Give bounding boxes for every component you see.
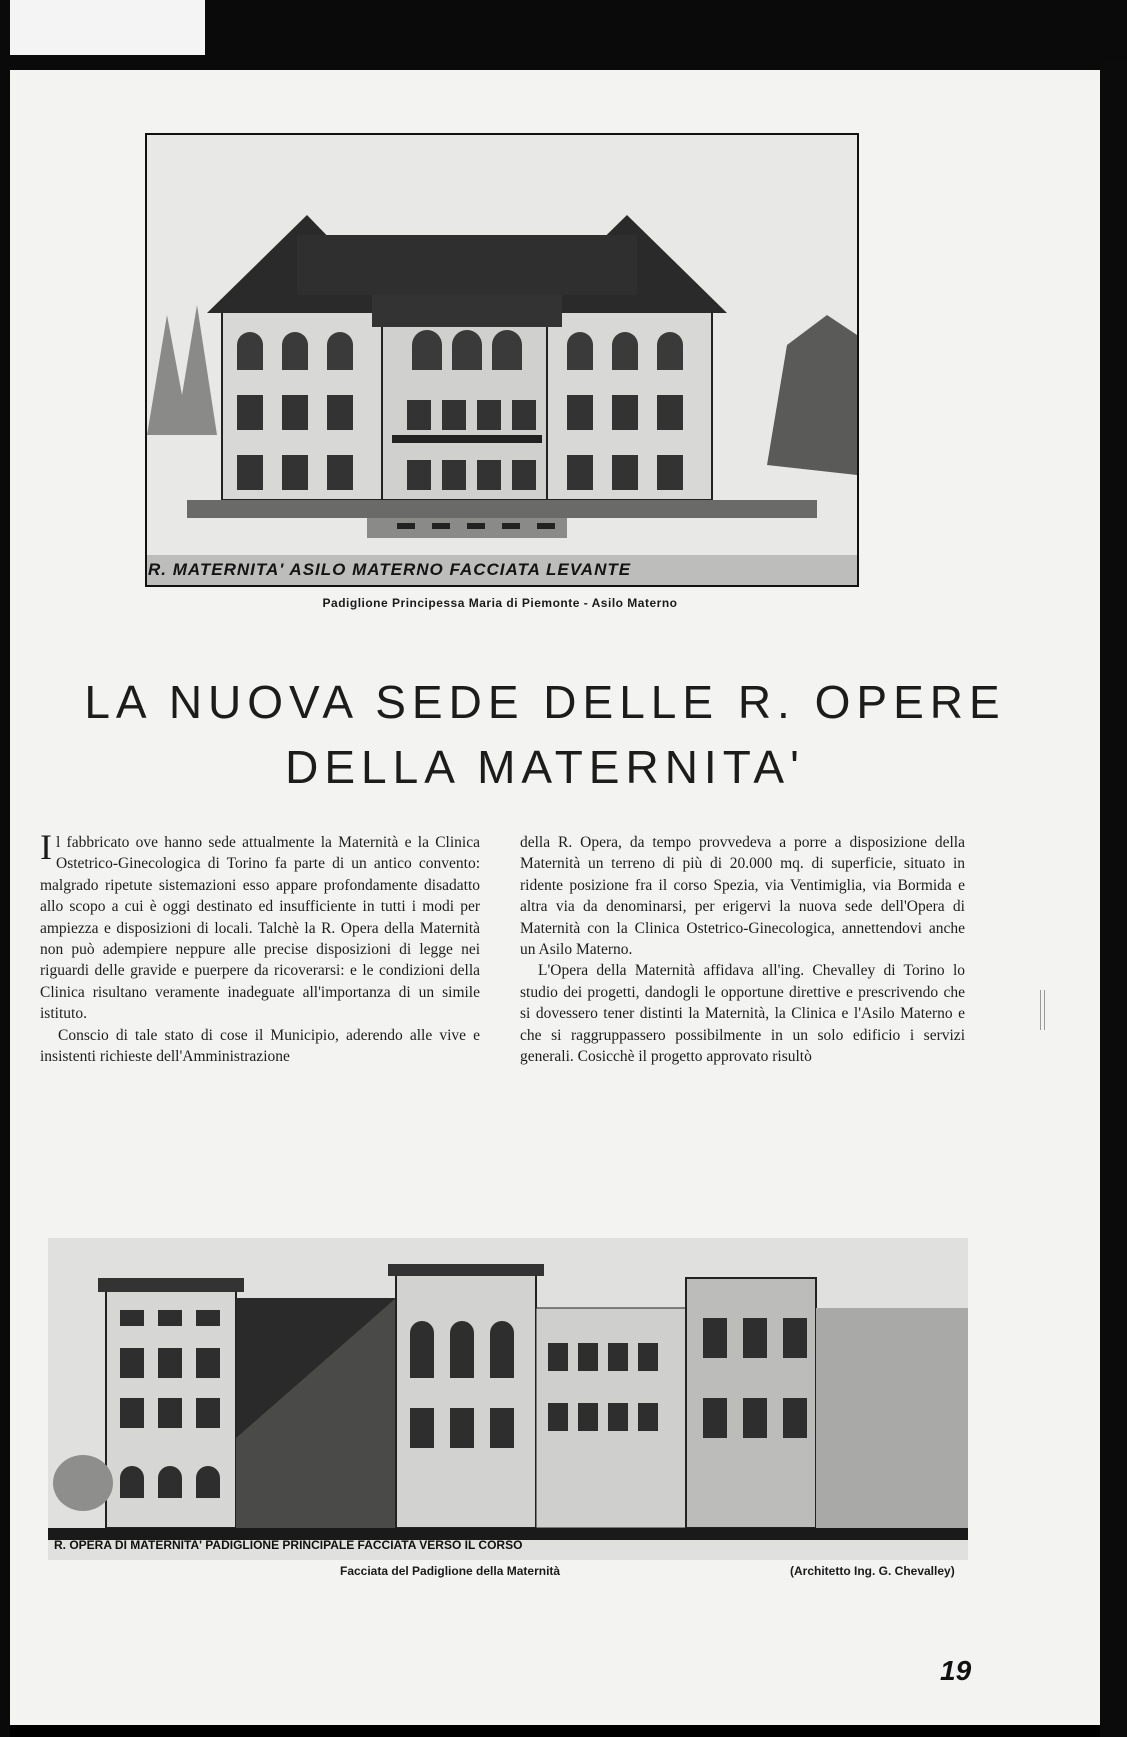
right-paragraph-1: della R. Opera, da tempo provvedeva a porre a disposizione della Maternità un terreno di più di 20.000 mq. di superficie, situato in ridente posizione fra il corso Spezia, via Ventimiglia, via Bormida e altra via da denominarsi, per erigervi la nuova sede dell'Opera di Maternità con la Clinica Ostetrico-Ginecologica, annettendovi anche un Asilo Materno.	[520, 834, 965, 959]
left-paragraph-2: Conscio di tale stato di cose il Municipio, aderendo alle vive e insistenti richieste dell'Amministrazione	[40, 1026, 480, 1066]
article-right-column	[520, 832, 965, 1067]
article-left-column	[40, 827, 480, 1067]
scan-left-border	[0, 0, 10, 1737]
scan-right-border	[1100, 60, 1127, 1737]
left-paragraph-1: Il fabbricato ove hanno sede attualmente la Maternità e la Clinica Ostetrico-Ginecologica di Torino fa parte di un antico convento: malgrado ripetute sistemazioni esso appare profondamente disadatto allo scopo a cui è oggi destinato ed insufficiente in tutti i modi per ampiezza e disposizioni di locali. Talchè la R. Opera della Maternità non può adempiere neppure alle precise disposizioni di legge nei riguardi delle gravide e puerpere da ricoverarsi: e le condizioni della Clinica risultano veramente inadeguate all'importanza di un simile istituto.	[40, 827, 480, 1023]
architect-credit: (Architetto Ing. G. Chevalley)	[790, 1564, 955, 1578]
margin-mark	[1040, 990, 1045, 1030]
page-number: 19	[940, 1655, 972, 1686]
right-paragraph-2: L'Opera della Maternità affidava all'ing. Chevalley di Torino lo studio dei progetti, dandogli le opportune direttive e prescrivendo che si dovessero tener distinti la Maternità, la Clinica e l'Asilo Materno e che si raggruppassero possibilmente in un solo edificio i servizi generali. Cosicchè il progetto approvato risultò	[520, 962, 965, 1066]
bottom-drawing-label: R. OPERA DI MATERNITA' PADIGLIONE PRINCIPALE FACCIATA VERSO IL CORSO	[54, 1538, 523, 1552]
article-title-line2: DELLA MATERNITA'	[285, 741, 805, 793]
top-building-illustration	[145, 133, 859, 587]
bottom-figure-caption: Facciata del Padiglione della Maternità	[340, 1564, 561, 1578]
scan-corner-tab	[0, 0, 205, 55]
bottom-building-illustration	[48, 1238, 968, 1560]
article-title-line1: LA NUOVA SEDE DELLE R. OPERE	[84, 676, 1006, 728]
top-figure-caption: Padiglione Principessa Maria di Piemonte - Asilo Materno	[322, 596, 678, 610]
top-drawing-label: R. MATERNITA' ASILO MATERNO FACCIATA LEVANTE	[148, 560, 632, 579]
asilo-materno-facade-drawing	[147, 135, 857, 585]
maternita-facade-drawing	[48, 1238, 968, 1560]
